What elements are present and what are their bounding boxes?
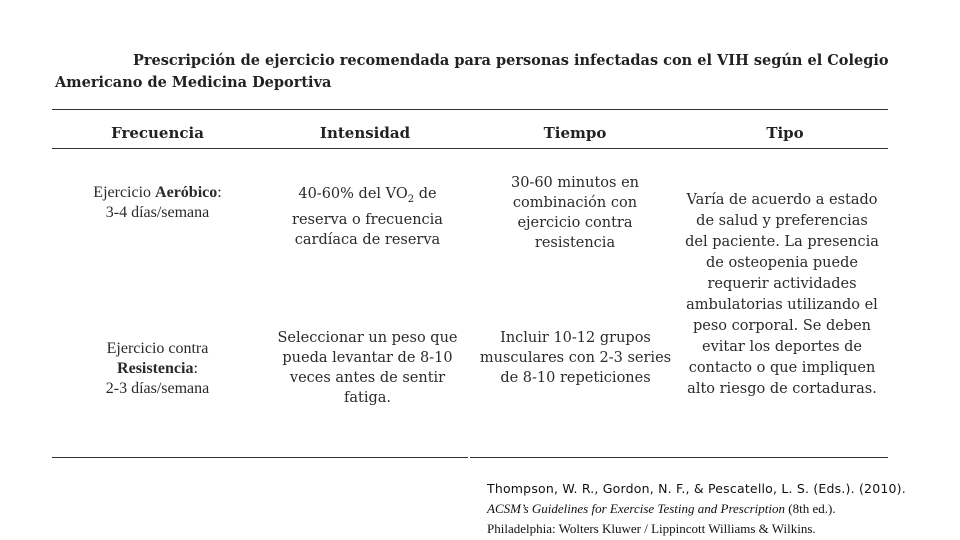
header-intensidad: Intensidad (319, 124, 411, 142)
row1-intensidad-sub: 2 (407, 193, 415, 205)
row1-frecuencia-bold: Aeróbico (155, 184, 218, 201)
row1-intensidad (280, 184, 455, 250)
table-bottom-rule-left (52, 457, 468, 458)
header-tiempo: Tiempo (543, 124, 607, 142)
row1-frecuencia (70, 183, 245, 223)
row1-intensidad-b: de reserva o frecuencia cardíaca de reserva (292, 186, 443, 248)
row1-frecuencia-line2: 3-4 días/semana (105, 204, 210, 221)
table-bottom-rule-right (470, 457, 888, 458)
citation-edition: (8th ed.). (785, 501, 836, 516)
row1-tiempo: 30-60 minutos en combinación con ejercicio contra resistencia (510, 175, 639, 251)
citation (487, 479, 927, 539)
row1-intensidad-a: 40-60% del VO (298, 186, 408, 202)
row2-frecuencia-bold: Resistencia (117, 360, 194, 377)
row2-tiempo: Incluir 10-12 grupos musculares con 2-3 series de 8-10 repeticiones (479, 330, 672, 386)
row2-frecuencia-suffix: : (193, 360, 198, 377)
citation-book-title: ACSM’s Guidelines for Exercise Testing and Prescription (487, 501, 786, 516)
citation-publisher: Philadelphia: Wolters Kluwer / Lippincott Williams & Wilkins. (487, 521, 816, 536)
document-title: Prescripción de ejercicio recomendada para personas infectadas con el VIH según el Colegio Americano de Medicina Deportiva (55, 52, 889, 91)
tipo-cell: Varía de acuerdo a estado de salud y preferencias del paciente. La presencia de osteopenia puede requerir actividades ambulatorias utilizando el peso corporal. Se deben evitar los deportes de contacto o que impliquen alto riesgo de cortaduras. (685, 192, 879, 397)
row2-frecuencia-line3: 2-3 días/semana (105, 380, 210, 397)
row2-frecuencia (80, 339, 235, 399)
row2-intensidad: Seleccionar un peso que pueda levantar de 8-10 veces antes de sentir fatiga. (277, 330, 458, 406)
row1-frecuencia-prefix: Ejercicio (93, 184, 156, 201)
header-tipo: Tipo (766, 124, 804, 142)
citation-line1: Thompson, W. R., Gordon, N. F., & Pescatello, L. S. (Eds.). (2010). (487, 481, 906, 496)
table-top-rule (52, 109, 888, 110)
row1-frecuencia-suffix: : (217, 184, 222, 201)
row2-frecuencia-line1: Ejercicio contra (106, 340, 209, 357)
header-frecuencia: Frecuencia (111, 124, 204, 142)
table-header-rule (52, 148, 888, 149)
